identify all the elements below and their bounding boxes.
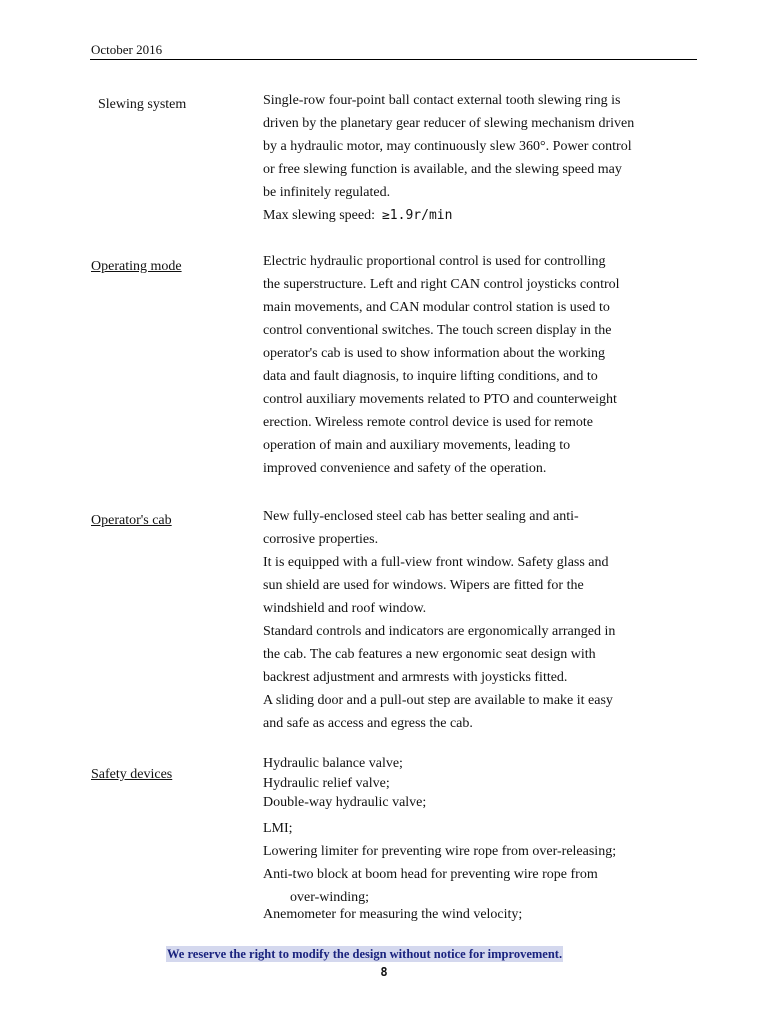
safety-item: Anemometer for measuring the wind velocity;: [263, 907, 523, 922]
body-line: erection. Wireless remote control device is used for remote: [263, 415, 593, 430]
section-body-slewing-system: [263, 89, 697, 227]
body-line: Electric hydraulic proportional control is used for controlling: [263, 254, 606, 269]
body-line: Single-row four-point ball contact external tooth slewing ring is: [263, 93, 621, 108]
body-line: windshield and roof window.: [263, 601, 427, 616]
header-rule: [90, 59, 697, 60]
body-line: New fully-enclosed steel cab has better sealing and anti-: [263, 509, 579, 524]
safety-item: Hydraulic balance valve;: [263, 756, 403, 771]
section-label-operating-mode: Operating mode: [91, 259, 182, 274]
max-speed-label: Max slewing speed:: [263, 208, 375, 223]
body-line: be infinitely regulated.: [263, 185, 391, 200]
body-line: operator's cab is used to show information about the working: [263, 346, 605, 361]
body-line: A sliding door and a pull-out step are available to make it easy: [263, 693, 613, 708]
body-line: data and fault diagnosis, to inquire lifting conditions, and to: [263, 369, 598, 384]
safety-item-continuation: over-winding;: [290, 890, 370, 905]
body-line: or free slewing function is available, and the slewing speed may: [263, 162, 622, 177]
body-line: improved convenience and safety of the operation.: [263, 461, 547, 476]
safety-item: Lowering limiter for preventing wire rope from over-releasing;: [263, 844, 617, 859]
header-date: October 2016: [91, 42, 163, 57]
section-label-safety-devices: Safety devices: [91, 767, 173, 782]
safety-item: Anti-two block at boom head for preventing wire rope from: [263, 867, 598, 882]
safety-item: LMI;: [263, 821, 293, 836]
body-line: Standard controls and indicators are ergonomically arranged in: [263, 624, 616, 639]
body-line: and safe as access and egress the cab.: [263, 716, 473, 731]
body-line: corrosive properties.: [263, 532, 379, 547]
footer-disclaimer: We reserve the right to modify the design without notice for improvement.: [167, 947, 563, 961]
max-slewing-speed-line: [263, 204, 697, 227]
section-label-slewing-system: Slewing system: [98, 97, 187, 112]
page-number: 8: [380, 965, 388, 979]
safety-item: Hydraulic relief valve;: [263, 776, 390, 791]
body-line: operation of main and auxiliary movements, leading to: [263, 438, 571, 453]
section-label-operators-cab: Operator's cab: [91, 513, 172, 528]
body-line: main movements, and CAN modular control station is used to: [263, 300, 610, 315]
body-line: driven by the planetary gear reducer of slewing mechanism driven: [263, 116, 635, 131]
body-line: control conventional switches. The touch screen display in the: [263, 323, 612, 338]
section-body-operating-mode: [263, 250, 697, 480]
section-body-operators-cab: [263, 505, 697, 735]
body-line: the cab. The cab features a new ergonomic seat design with: [263, 647, 596, 662]
body-line: backrest adjustment and armrests with joysticks fitted.: [263, 670, 568, 685]
body-line: control auxiliary movements related to PTO and counterweight: [263, 392, 617, 407]
body-line: It is equipped with a full-view front window. Safety glass and: [263, 555, 609, 570]
max-speed-value: ≥1.9r/min: [381, 208, 453, 223]
body-line: the superstructure. Left and right CAN control joysticks control: [263, 277, 620, 292]
body-line: by a hydraulic motor, may continuously slew 360°. Power control: [263, 139, 632, 154]
body-line: sun shield are used for windows. Wipers are fitted for the: [263, 578, 584, 593]
safety-item: Double-way hydraulic valve;: [263, 795, 427, 810]
section-body-safety-devices: [263, 756, 697, 926]
